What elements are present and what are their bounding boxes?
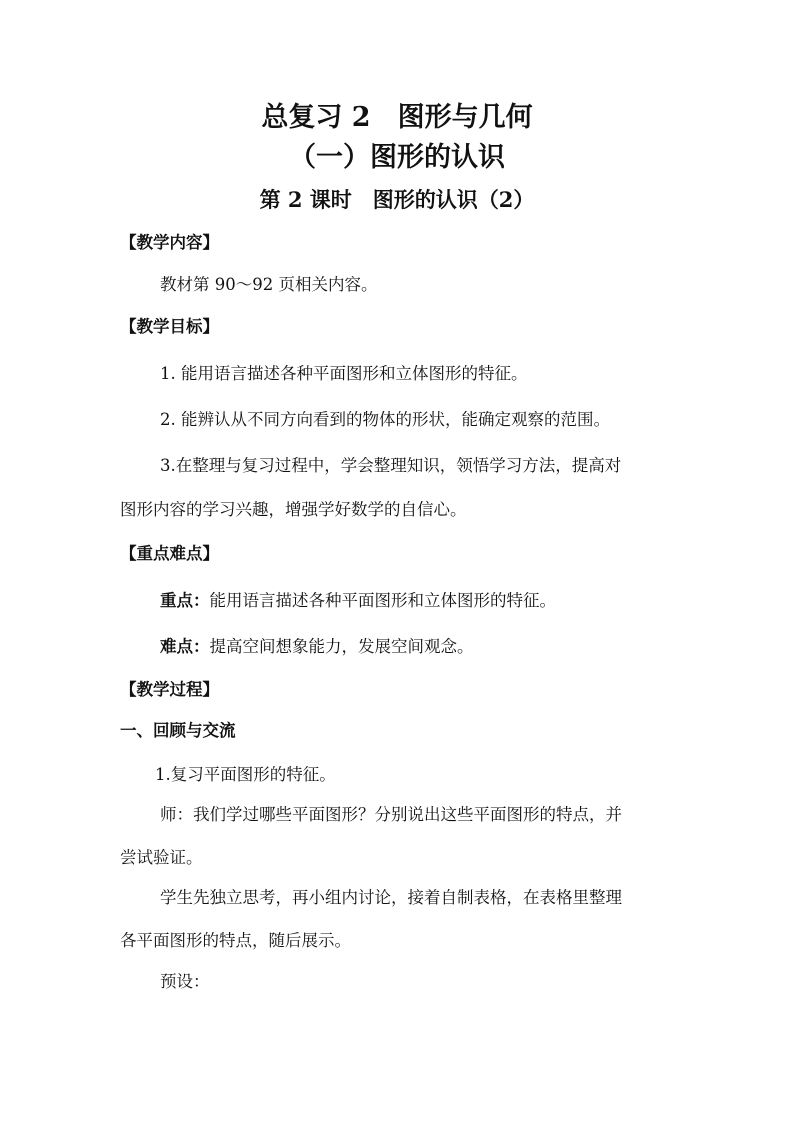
main-title: 总复习 2 图形与几何 <box>261 102 533 133</box>
preset-label: 预设： <box>160 972 210 991</box>
goal-3-line-2: 图形内容的学习兴趣，增强学好数学的自信心。 <box>120 500 467 519</box>
subtitle: （一）图形的认识 <box>289 142 505 173</box>
goal-1: 1. 能用语言描述各种平面图形和立体图形的特征。 <box>160 364 528 383</box>
teacher-line-2: 尝试验证。 <box>120 848 203 867</box>
keypoint-text: 能用语言描述各种平面图形和立体图形的特征。 <box>209 591 556 610</box>
content-text: 教材第 90～92 页相关内容。 <box>160 275 378 294</box>
difficulty-label: 难点： <box>160 637 210 656</box>
students-line-2: 各平面图形的特点，随后展示。 <box>120 931 351 950</box>
keypoint-label: 重点： <box>160 591 210 610</box>
goal-3-line-1: 3.在整理与复习过程中，学会整理知识，领悟学习方法，提高对 <box>160 456 622 475</box>
keypoints-heading: 【重点难点】 <box>120 544 219 563</box>
process-heading: 【教学过程】 <box>120 680 219 699</box>
part-1-heading: 一、回顾与交流 <box>120 721 236 740</box>
difficulty <box>160 634 794 660</box>
step-1: 1.复习平面图形的特征。 <box>155 765 336 784</box>
lesson-title: 第 2 课时 图形的认识（2） <box>259 187 535 212</box>
goals-heading: 【教学目标】 <box>120 317 219 336</box>
keypoint <box>160 588 794 614</box>
students-line-1: 学生先独立思考，再小组内讨论，接着自制表格，在表格里整理 <box>160 888 622 907</box>
teacher-line-1: 师：我们学过哪些平面图形？分别说出这些平面图形的特点，并 <box>160 805 622 824</box>
content-heading: 【教学内容】 <box>120 233 219 252</box>
goal-2: 2. 能辨认从不同方向看到的物体的形状，能确定观察的范围。 <box>160 410 610 429</box>
difficulty-text: 提高空间想象能力，发展空间观念。 <box>209 637 474 656</box>
